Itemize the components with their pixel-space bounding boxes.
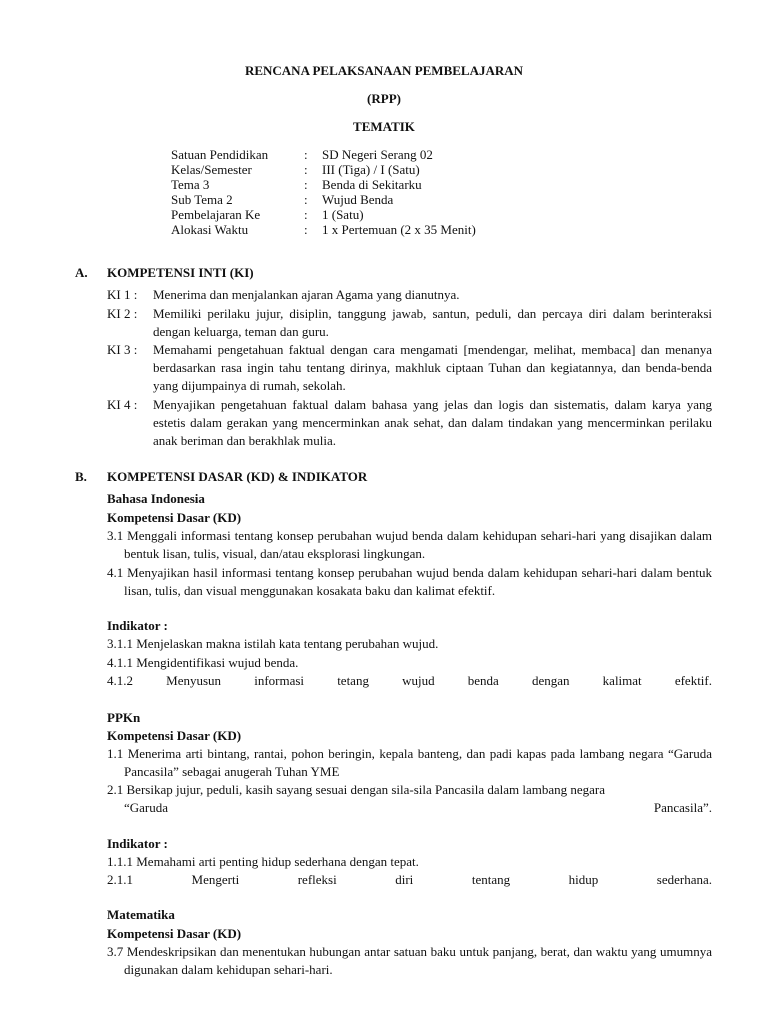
identity-value: Benda di Sekitarku (322, 177, 422, 192)
indikator-item: 3.1.1 Menjelaskan makna istilah kata tentang perubahan wujud. (107, 636, 439, 651)
doc-title: RENCANA PELAKSANAAN PEMBELAJARAN (244, 63, 524, 78)
indikator-item-spread (107, 672, 712, 690)
indikator-item-spread (107, 871, 712, 889)
ki-item (107, 305, 712, 341)
identity-value: 1 (Satu) (322, 207, 364, 222)
identity-sep: : (304, 192, 308, 207)
kd-item: 4.1 Menyajikan hasil informasi tentang konsep perubahan wujud benda dalam kehidupan sehari-hari dalam bentuk lisan, tulis, dan visual menggunakan kosakata baku dan kalimat efektif. (107, 565, 712, 598)
ki-text: Menerima dan menjalankan ajaran Agama yang dianutnya. (153, 287, 460, 302)
identity-value: 1 x Pertemuan (2 x 35 Menit) (322, 222, 476, 237)
kd-item: 3.1 Menggali informasi tentang konsep perubahan wujud benda dalam kehidupan sehari-hari yang disajikan dalam bentuk lisan, tulis, visual, dan/atau eksplorasi lingkungan. (107, 528, 712, 561)
identity-value: III (Tiga) / I (Satu) (322, 162, 420, 177)
identity-sep: : (304, 207, 308, 222)
ki-label: KI 1 : (107, 287, 138, 302)
indikator-word: hidup (568, 872, 599, 887)
kd-item-line: 2.1 Bersikap jujur, peduli, kasih sayang sesuai dengan sila-sila Pancasila dalam lambang negara (107, 782, 606, 797)
identity-value: Wujud Benda (322, 192, 394, 207)
ki-item (107, 341, 712, 395)
kd-heading: Kompetensi Dasar (KD) (107, 728, 242, 743)
doc-subtitle: (RPP) (367, 91, 401, 106)
indikator-word: kalimat (602, 673, 642, 688)
indikator-word: tetang (337, 673, 369, 688)
kd-word: “Garuda (124, 800, 169, 815)
kd-heading: Kompetensi Dasar (KD) (107, 510, 242, 525)
ki-label: KI 3 : (107, 342, 138, 357)
indikator-word: wujud (402, 673, 435, 688)
indikator-word: Mengerti (191, 872, 240, 887)
identity-label: Satuan Pendidikan (171, 147, 269, 162)
subject-heading: PPKn (107, 710, 141, 725)
kd-item: 1.1 Menerima arti bintang, rantai, pohon beringin, kepala banteng, dan padi kapas pada lambang negara “Garuda Pancasila” sebagai anugerah Tuhan YME (107, 746, 712, 779)
subject-heading: Bahasa Indonesia (107, 491, 205, 506)
indikator-word: informasi (254, 673, 305, 688)
ki-item (107, 286, 712, 304)
indikator-heading: Indikator : (107, 618, 168, 633)
ki-item (107, 396, 712, 450)
subject-heading: Matematika (107, 907, 175, 922)
identity-value: SD Negeri Serang 02 (322, 147, 433, 162)
indikator-word: tentang (471, 872, 511, 887)
kd-item-spread (124, 799, 712, 817)
ki-text: Memahami pengetahuan faktual dengan cara mengamati [mendengar, melihat, membaca] dan menanya berdasarkan rasa ingin tahu tentang dirinya, makhluk ciptaan Tuhan dan kegiatannya, dan benda-benda yang dijumpainya di rumah, sekolah. (153, 342, 712, 393)
ki-label: KI 2 : (107, 306, 138, 321)
indikator-word: sederhana. (656, 872, 712, 887)
identity-sep: : (304, 222, 308, 237)
section-number: A. (75, 265, 88, 280)
doc-theme: TEMATIK (353, 119, 415, 134)
indikator-item: 1.1.1 Memahami arti penting hidup sederhana dengan tepat. (107, 854, 419, 869)
indikator-word: 2.1.1 (107, 872, 133, 887)
ki-text: Memiliki perilaku jujur, disiplin, tanggung jawab, santun, peduli, dan percaya diri dalam berinteraksi dengan keluarga, teman dan guru. (153, 306, 712, 339)
section-number: B. (75, 469, 87, 484)
indikator-word: Menyusun (166, 673, 222, 688)
indikator-word: efektif. (674, 673, 712, 688)
indikator-word: refleksi (297, 872, 337, 887)
identity-label: Tema 3 (171, 177, 210, 192)
kd-item: 3.7 Mendeskripsikan dan menentukan hubungan antar satuan baku untuk panjang, berat, dan waktu yang umumnya digunakan dalam kehidupan sehari-hari. (107, 944, 712, 977)
identity-label: Pembelajaran Ke (171, 207, 261, 222)
indikator-word: benda (467, 673, 499, 688)
identity-label: Sub Tema 2 (171, 192, 233, 207)
section-title: KOMPETENSI DASAR (KD) & INDIKATOR (107, 469, 368, 484)
kd-heading: Kompetensi Dasar (KD) (107, 926, 242, 941)
indikator-word: 4.1.2 (107, 673, 133, 688)
identity-sep: : (304, 177, 308, 192)
section-title: KOMPETENSI INTI (KI) (107, 265, 254, 280)
indikator-word: dengan (531, 673, 570, 688)
identity-label: Kelas/Semester (171, 162, 252, 177)
indikator-item: 4.1.1 Mengidentifikasi wujud benda. (107, 655, 299, 670)
ki-text: Menyajikan pengetahuan faktual dalam bahasa yang jelas dan logis dan sistematis, dalam karya yang estetis dalam gerakan yang mencerminkan anak sehat, dan dalam tindakan yang mencerminkan perilaku anak beriman dan berakhlak mulia. (153, 397, 712, 448)
indikator-heading: Indikator : (107, 836, 168, 851)
indikator-word: diri (395, 872, 414, 887)
identity-sep: : (304, 162, 308, 177)
kd-word: Pancasila”. (653, 800, 712, 815)
identity-label: Alokasi Waktu (171, 222, 249, 237)
identity-sep: : (304, 147, 308, 162)
ki-label: KI 4 : (107, 397, 138, 412)
